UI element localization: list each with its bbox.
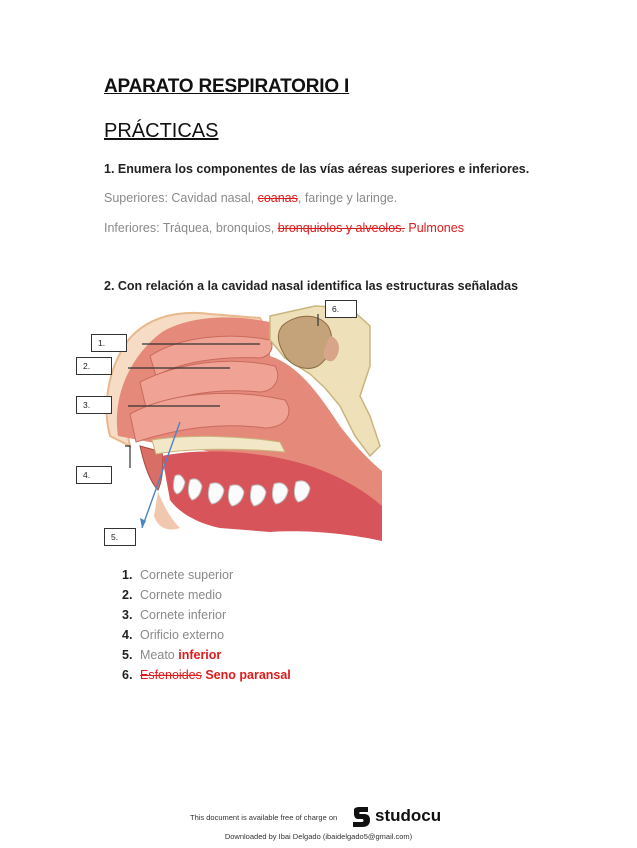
- list-item: [122, 645, 291, 665]
- list-text: Cornete superior: [140, 568, 234, 582]
- list-number: 4.: [122, 628, 133, 642]
- label-box-3: 3.: [76, 396, 112, 414]
- list-item: [122, 625, 291, 645]
- list-number: 2.: [122, 588, 133, 602]
- answer-superiores-suffix: , faringe y laringe.: [297, 191, 398, 205]
- list-number: 5.: [122, 648, 133, 662]
- list-item: [122, 585, 291, 605]
- list-number: 3.: [122, 608, 133, 622]
- footer-download-text: Downloaded by Ibai Delgado (ibaidelgado5@gmail.com): [224, 832, 413, 841]
- page-title: APARATO RESPIRATORIO I: [104, 76, 350, 97]
- answer-inferiores-struck: bronquiolos y alveolos.: [277, 221, 405, 235]
- list-item: [122, 665, 291, 685]
- answer-superiores: [104, 191, 397, 205]
- label-box-1: 1.: [91, 334, 127, 352]
- answer-superiores-prefix: Superiores: Cavidad nasal,: [104, 191, 258, 205]
- footer-availability-text: This document is available free of charge on: [190, 813, 338, 822]
- list-text: Cornete medio: [140, 588, 222, 602]
- question-1: 1. Enumera los componentes de las vías aéreas superiores e inferiores.: [104, 162, 530, 176]
- list-number: 6.: [122, 668, 133, 682]
- answer-inferiores: [104, 221, 464, 235]
- list-text: Meato: [140, 648, 179, 662]
- answer-inferiores-added: Pulmones: [404, 221, 464, 235]
- studocu-logo-icon[interactable]: [350, 806, 372, 828]
- label-box-2: 2.: [76, 357, 112, 375]
- label-box-4: 4.: [76, 466, 112, 484]
- list-item: [122, 565, 291, 585]
- list-item: [122, 605, 291, 625]
- section-subtitle: PRÁCTICAS: [104, 120, 219, 142]
- list-text: Orificio externo: [140, 628, 225, 642]
- answer-list: [122, 565, 291, 685]
- list-text: Cornete inferior: [140, 608, 227, 622]
- label-box-6: 6.: [325, 300, 357, 318]
- sphenoid-sinus: [278, 316, 331, 368]
- list-number: 1.: [122, 568, 133, 582]
- list-struck: Esfenoides: [140, 668, 202, 682]
- studocu-brand[interactable]: studocu: [375, 806, 442, 825]
- label-box-5: 5.: [104, 528, 136, 546]
- list-correction: inferior: [178, 648, 222, 662]
- list-correction: Seno paransal: [201, 668, 291, 682]
- question-2: 2. Con relación a la cavidad nasal identifica las estructuras señaladas: [104, 279, 519, 293]
- answer-inferiores-prefix: Inferiores: Tráquea, bronquios,: [104, 221, 278, 235]
- answer-superiores-struck: coanas: [257, 191, 298, 205]
